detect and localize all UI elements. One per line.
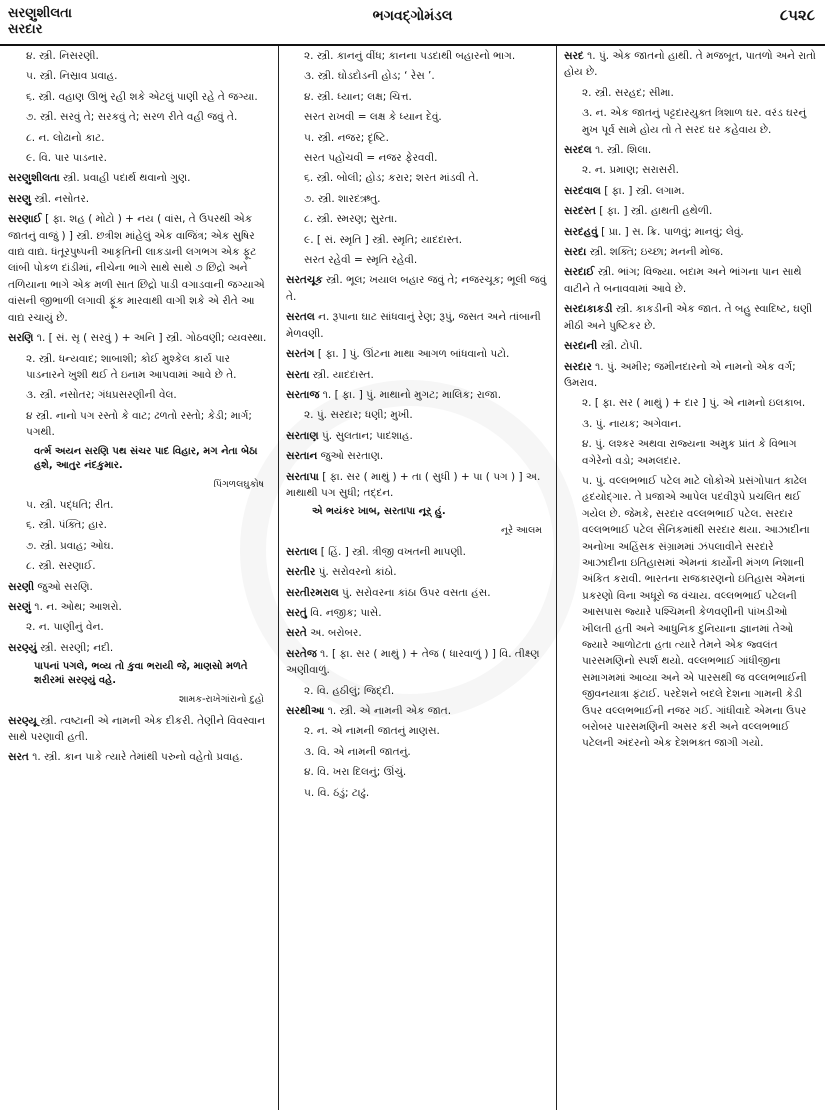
headword: સરણી (8, 580, 35, 593)
sense-line: ૭. સ્ત્રી. સરવું તે; સરકવું તે; સરળ રીતે વહી જવું તે. (26, 111, 238, 124)
sense-line: ૩. પું. નાયક; અગેવાન. (582, 417, 682, 430)
headword: સરદા (564, 246, 587, 259)
dictionary-entry (286, 625, 548, 641)
definition-text: સ્ત્રી. નસોતર. (31, 192, 90, 205)
definition-text: ન. રૂપાના ઘાટ સાંધવાનું રેણ; રૂપું, જસત અને તાંબાની મેળવણી. (286, 311, 541, 340)
dictionary-entry (8, 191, 270, 207)
sense-line: ૪. સ્ત્રી. ધ્યાન; લક્ષ; ચિત્ત. (304, 90, 412, 103)
definition-text: જુઓ સરણિ. (34, 580, 93, 593)
definition-text: ૧. સ્ત્રી. શિલા. (591, 144, 652, 157)
headword: સરદહવું (564, 225, 598, 238)
dictionary-entry (286, 646, 548, 679)
headword: સરદ (564, 50, 584, 62)
definition-text: વિ. નજીક; પાસે. (306, 606, 382, 619)
dictionary-entry (286, 585, 548, 601)
sense-line: ૪ સ્ત્રી. નાનો પગ રસ્તો કે વાટ; ઢળતો રસ્તો; કેડી; માર્ગ; પગથી. (26, 409, 252, 439)
sense-line: ૨. પું. સરદાર; ધણી; મુખી. (304, 409, 413, 422)
column-divider-1 (278, 46, 279, 1110)
dictionary-entry (8, 713, 270, 746)
sense-line: ૬. સ્ત્રી. વહાણ ઊભું રહી શકે એટલું પાણી રહે તે જગ્યા. (26, 90, 258, 103)
definition-text: સ્ત્રી. પ્રવાહી પદાર્થ થવાનો ગુણ. (59, 172, 191, 185)
sense-line: ૪. સ્ત્રી. નિસરણી. (26, 50, 99, 62)
headword: સરતાન (286, 450, 318, 463)
citation-quote: પાપનાં પગલે, ભવ્ય તો કુવા ભરાયી જે, માણસો મળતે શરીરમાં સરણ્યું વહે. (34, 661, 248, 687)
dictionary-entry (286, 605, 548, 621)
definition-text: [ ફા. શહ ( મોટો ) + નય ( વાંસ, તે ઉપરથી એક જાતનું વાજું ) ] સ્ત્રી. છત્રીશ માંહેલું એક વાજિંત્ર; એક સુષિર વાદ્ય વાદ્ય. ધંતૂરપુષ્પની આકૃતિની લાકડાની લગભગ એક ફૂટ લાંબી પોકળ દાંડીમાં, નીચેના ભાગે સાથે સાથે ૭ છિદ્રો અને તળિયાના ભાગે એક મળી સાત છિદ્રો પાડી વગાડવાની જગ્યાએ વાંસની જીભાળી લગાવી ફૂંક મારવાથી વાગી શકે એ રીતે આ વાદ્ય રચાયું છે. (8, 213, 265, 324)
dictionary-entry (286, 272, 548, 305)
definition-text: [ ફા. ] સ્ત્રી. હાથતી હથેળી. (595, 205, 713, 218)
headword: સરણુશીલતા (8, 172, 60, 185)
headword: સરતા (286, 368, 310, 381)
definition-text: ૧. સ્ત્રી. કાન પાકે ત્યારે તેમાંથી પરુનો વહેતો પ્રવાહ. (28, 751, 243, 764)
dictionary-entry (564, 48, 818, 81)
page-header (0, 0, 825, 44)
guide-word-first: સરણુશીલતા (8, 6, 72, 21)
dictionary-entry (564, 244, 818, 260)
dictionary-entry (286, 469, 548, 502)
definition-text: [ ફા. સર ( માથું ) + તા ( સુધી ) + પા ( પગ ) ] અ. માથાથી પગ સુધી; તદ્દન. (286, 470, 541, 499)
headword: સરતું (286, 606, 307, 619)
dictionary-entry (564, 301, 818, 334)
headword: સરત (8, 751, 29, 764)
headword: સરતચૂક (286, 274, 323, 287)
definition-text: સ્ત્રી. ટોપી. (597, 340, 643, 353)
sense-line: ૫. સ્ત્રી. પદ્ધતિ; રીત. (26, 498, 114, 511)
headword: સરણાઈ (8, 213, 42, 226)
sense-line: ૩. સ્ત્રી. ઘોડદોડની હોડ; ‘ રેસ ’. (304, 70, 435, 83)
dictionary-entry (8, 211, 270, 326)
sense-line: ૮. સ્ત્રી. સ્મરણ; સુરતા. (304, 213, 398, 226)
sense-line: ૨. ન. પાણીનું વેન. (26, 621, 104, 634)
sense-line: ૯. [ સં. સ્મૃતિ ] સ્ત્રી. સ્મૃતિ; યાદદાસ્ત. (304, 233, 463, 246)
definition-text: સ્ત્રી. કાકડીની એક જાત. તે બહુ સ્વાદિષ્ટ, ઘણી મીઠી અને પુષ્ટિકર છે. (564, 303, 813, 332)
headword: સરતાણ (286, 429, 319, 442)
dictionary-entry (286, 428, 548, 444)
dictionary-entry (564, 142, 818, 158)
dictionary-entry (286, 564, 548, 580)
definition-text: [ ફા. ] પું. ઊંટના માથા આગળ બાંધવાનો પટો. (314, 348, 510, 361)
definition-text: [ પ્રા. ] સ. ક્રિ. પાળવું; માનવું; લેવું. (597, 225, 744, 238)
sense-line: ૨. વિ. હઠીલું; જિદ્દી. (304, 684, 395, 697)
page-number: ૮૫૨૮ (779, 6, 815, 24)
usage-example: સરત પહોંચવી = નજર ફેરવવી. (304, 152, 438, 165)
definition-text: ૧. [ ફા. સર ( માથું ) + તેજ ( ધારવાળું ) ] વિ. તીક્ષ્ણ અણીવાળું. (286, 647, 540, 677)
headword: સરદાર (564, 360, 592, 373)
citation-quote: એ ભયંકર ખાબ, સરતાપા નૂર્ હું. (312, 506, 446, 518)
headword: સરતેજ (286, 647, 317, 660)
column-left (8, 48, 270, 1110)
column-divider-2 (556, 46, 557, 1110)
citation-source: પિંગળલઘુકોષ (213, 478, 264, 490)
usage-example: સરત રહેવી = સ્મૃતિ રહેવી. (304, 254, 418, 267)
citation-quote: વર્ત્મ અયન સરણિ પથ સંચર પાદ વિહાર, મગ નેતા બેઠા હશે, આતુર નંદકુમાર. (34, 445, 258, 471)
sense-line: ૩. ન. એક જાતનું પટ્ટદારયુક્ત ત્રિશાળ ઘર. વરંડ ઘરનું મુખ પૂર્વ સામે હોય તો તે સરદ ઘર કહેવાય છે. (582, 107, 807, 136)
guide-word-last: સરદાર (8, 22, 43, 37)
definition-text: ૧. [ સં. સૃ ( સરવું ) + અનિ ] સ્ત્રી. ગોઠવણી; વ્યવસ્થા. (33, 332, 267, 345)
dictionary-entry (564, 224, 818, 240)
sense-line: ૩. વિ. એ નામની જાતનું. (304, 745, 411, 758)
headword: સરથીઆ (286, 705, 325, 717)
headword: સરતીરમરાલ (286, 586, 339, 599)
usage-example: સરત રાખવી = લક્ષ કે ધ્યાન દેવું. (304, 111, 442, 124)
definition-text: પું. સરોવરના કાંઠા ઉપર વસતા હંસ. (338, 586, 491, 599)
dictionary-entry (564, 203, 818, 219)
definition-text: ૧. [ ફા. ] પું. માથાનો મુગટ; માલિક; રાજા. (319, 388, 502, 401)
sense-line: ૨. ન. એ નામની જાતનું માણસ. (304, 725, 440, 738)
definition-text: [ ફા. ] સ્ત્રી. લગામ. (600, 184, 685, 197)
definition-text: સ્ત્રી. શક્તિ; ઇચ્છા; મનની મોજ. (586, 246, 724, 259)
headword: સરતંગ (286, 348, 315, 361)
definition-text: ૧. સ્ત્રી. એ નામની એક જાત. (324, 705, 452, 717)
dictionary-entry (286, 387, 548, 403)
sense-line: ૭. સ્ત્રી. શારદઋતુ. (304, 192, 381, 205)
sense-line: ૨. સ્ત્રી. સરહદ; સીમા. (582, 86, 674, 99)
headword: સરદવાલ (564, 184, 601, 197)
dictionary-entry (8, 749, 270, 765)
headword: સરદસ્ત (564, 205, 596, 218)
headword: સરતલ (286, 311, 315, 324)
column-right (564, 48, 818, 1110)
headword: સરણિ (8, 332, 34, 345)
definition-text: પું. સુલતાન; પાદશાહ. (318, 429, 413, 442)
sense-line: ૮. સ્ત્રી. સરણાઈ. (26, 560, 96, 573)
citation-source: નૂરે આલમ (501, 525, 542, 537)
dictionary-entry (286, 448, 548, 464)
headword: સરતે (286, 627, 307, 640)
definition-text: સ્ત્રી. સરણી; નદી. (36, 641, 114, 654)
header-rule (0, 44, 825, 46)
headword: સરદાકાકડી (564, 303, 613, 316)
sense-line: ૫. પું. વલ્લભભાઈ પટેલ માટે લોકોએ પ્રસંગોપાત કાઢેલ હૃદયોદ્ગાર. તે પ્રજાએ આપેલ પદવીરૂપે પ્રચલિત થઈ ગયેલ છે. જેમકે, સરદાર વલ્લભભાઈ પટેલ. સરદાર વલ્લભભાઈ પટેલ સૈનિકમાંથી સરદાર થયા. આઝાદીના અનોખા અહિંસક સંગ્રામમાં ઝંપલાવીને સરદારે આઝાદીના ઇતિહાસમાં એમનાં કાર્યોની મંગળ નિશાની અંકિત કરાવી. ભારતના રાજકારણનો ઇતિહાસ એમનાં પ્રકરણો વિના અધૂરો જ વંચાય. વલ્લભભાઈ પટેલની આસપાસ જ્યારે પશ્ચિમની કેળવણીની પાંખડીઓ ખીલતી હતી અને આધુનિક દુનિયાના જ્ઞાનમાં તેઓ જ્યારે આળોટતા હતા ત્યારે તેમને એક જ્વલંત પારસમણિનો સ્પર્શ થયો. વલ્લભભાઈ ગાંધીજીના સમાગમમાં આવ્યા અને એ પારસથી જ વલ્લભભાઈની જીવનયાત્રા ફંટાઈ. પરદેશને બદલે દેશના ગામની કેડી ઉપર વલ્લભભાઈની નજર ગઈ. ગાંધીવાદે એમના ઉપર બરોબર પારસમણિની અસર કરી અને વલ્લભભાઈ પટેલની અંદરનો એક દેશભક્ત જાગી ગયો. (582, 474, 810, 750)
dictionary-entry (8, 640, 270, 656)
headword: સરણ્યું (8, 641, 37, 654)
definition-text: સ્ત્રી. ભાંગ; વિજ્યા. બદામ અને ભાંગના પાન સાથે વાટીને તે બનાવવામાં આવે છે. (564, 266, 802, 295)
headword: સરતાપા (286, 470, 319, 483)
headword: સરદલ (564, 144, 592, 157)
dictionary-entry (564, 359, 818, 392)
definition-text: અ. બરોબર. (306, 627, 362, 640)
sense-line: ૫. સ્ત્રી. નિસ્રાવ પ્રવાહ. (26, 70, 118, 83)
dictionary-entry (8, 599, 270, 615)
sense-line: ૮. ન. લોઢાનો કાટ. (26, 131, 105, 144)
sense-line: ૪. પું. લશ્કર અથવા રાજ્યના અમુક પ્રાંત કે વિભાગ વગેરેનો વડો; અમલદાર. (582, 438, 797, 467)
sense-line: ૭. સ્ત્રી. પ્રવાહ; ઓઘ. (26, 539, 114, 552)
dictionary-entry (286, 544, 548, 560)
definition-text: સ્ત્રી. ભૂલ; ખયાલ બહાર જવું તે; નજરચૂક; ભૂલી જવું તે. (286, 274, 547, 303)
headword: સરદાની (564, 340, 598, 353)
dictionary-entry (8, 330, 270, 346)
sense-line: ૯. વિ. પાર પાડનાર. (26, 152, 107, 165)
sense-line: ૨. સ્ત્રી. ધન્યવાદ; શાબાશી; કોઈ મુશ્કેલ કાર્ય પાર પાડનારને ખુશી થઈ તે ઇનામ આપવામાં આવે છે તે. (26, 352, 237, 381)
dictionary-entry (8, 170, 270, 186)
definition-text: સ્ત્રી. યાદદાસ્ત. (309, 368, 374, 381)
definition-text: ૧. ન. ઓથ; આશરો. (31, 600, 122, 613)
sense-line: ૪. વિ. ખરા દિલનું; ઊંચું. (304, 766, 407, 779)
dictionary-title: ભગવદ્ગોમંડલ (372, 8, 453, 24)
headword: સરણ્યૂ (8, 714, 37, 727)
dictionary-entry (8, 579, 270, 595)
headword: સરણું (8, 600, 32, 613)
headword: સરતાલ (286, 545, 318, 558)
definition-text: [ હિં. ] સ્ત્રી. ત્રીજી વખતની માપણી. (317, 545, 466, 558)
headword: સરણુ (8, 192, 32, 205)
sense-line: ૬. સ્ત્રી. પંક્તિ; હાર. (26, 519, 108, 532)
dictionary-entry (286, 703, 548, 719)
sense-line: ૫. સ્ત્રી. નજર; દૃષ્ટિ. (304, 131, 389, 144)
headword: સરદાઈ (564, 266, 595, 279)
definition-text: ૧. પું. અમીર; જમીનદારનો એ નામનો એક વર્ગ; ઉમરાવ. (564, 360, 796, 389)
definition-text: ૧. પું. એક જાતનો હાથી. તે મજબૂત, પાતળો અને રાતો હોય છે. (564, 50, 816, 79)
sense-line: ૨. સ્ત્રી. કાનનું વીંધ; કાનના પડદાથી બહારનો ભાગ. (304, 50, 516, 62)
dictionary-entry (564, 338, 818, 354)
sense-line: ૬. સ્ત્રી. બોલી; હોડ; કરાર; શરત માંડવી તે. (304, 172, 479, 185)
dictionary-entry (286, 367, 548, 383)
sense-line: ૩. સ્ત્રી. નસોતર; ગંધપ્રસરણીની વેલ. (26, 389, 177, 402)
dictionary-entry (286, 346, 548, 362)
column-middle (286, 48, 548, 1110)
dictionary-entry (564, 183, 818, 199)
headword: સરતાજ (286, 388, 320, 401)
dictionary-entry (286, 309, 548, 342)
definition-text: સ્ત્રી. ત્વષ્ટાની એ નામની એક દીકરી. તેણીને વિવસ્વાન સાથે પરણાવી હતી. (8, 714, 266, 743)
definition-text: જુઓ સરતાણ. (317, 450, 384, 463)
headword: સરતીર (286, 566, 316, 579)
citation-source: શામક-રાખેગાંરાનો દુહો (179, 694, 264, 706)
definition-text: પું. સરોવરનો કાંઠો. (315, 566, 397, 579)
dictionary-entry (564, 264, 818, 297)
sense-line: ૨. ન. પ્રમાણ; સરાસરી. (582, 164, 679, 177)
sense-line: ૨. [ ફા. સર ( માથું ) + દાર ] પું. એ નામનો ઇલકાબ. (582, 397, 806, 410)
sense-line: ૫. વિ. ઠંડું; ટાઢું. (304, 786, 370, 799)
